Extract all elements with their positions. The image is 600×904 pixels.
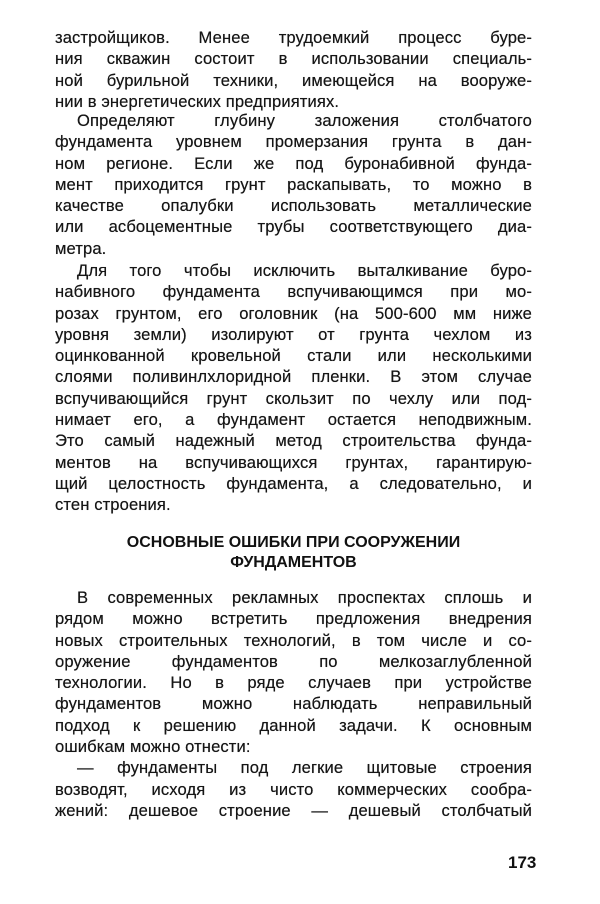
text-line: технологии. Но в ряде случаев при устройстве [55, 673, 532, 693]
text-line: или асбоцементные трубы соответствующего диа- [55, 217, 532, 237]
text-line: метра. [55, 238, 107, 258]
text-line: ном регионе. Если же под буронабивной фунда- [55, 153, 532, 173]
text-line: фундаментов можно наблюдать неправильный [55, 694, 532, 714]
text-line: Определяют глубину заложения столбчатого [77, 111, 532, 130]
text-line: застройщиков. Менее трудоемкий процесс буре- [55, 28, 532, 47]
text-line: нимает его, а фундамент остается неподвижным. [55, 410, 532, 430]
text-line: ментов на вспучивающихся грунтах, гарантирую- [55, 452, 532, 472]
paragraph-3 [55, 260, 532, 516]
paragraph-2 [55, 110, 532, 259]
text-line: мент приходится грунт раскапывать, то можно в [55, 174, 532, 194]
text-line: ной бурильной техники, имеющейся на вооруже- [55, 70, 532, 90]
text-line: слоями поливинлхлоридной пленки. В этом случае [55, 367, 532, 387]
text-line: вспучивающийся грунт скользит по чехлу или под- [55, 388, 532, 408]
text-line: В современных рекламных проспектах сплошь и [77, 588, 532, 607]
text-line: уровня земли) изолируют от грунта чехлом из [55, 324, 532, 344]
text-line: щий целостность фундамента, а следовательно, и [55, 473, 532, 493]
text-line: нии в энергетических предприятиях. [55, 91, 340, 111]
paragraph-1 [55, 27, 532, 112]
heading-line-1: ОСНОВНЫЕ ОШИБКИ ПРИ СООРУЖЕНИИ [126, 534, 461, 551]
heading-line-2: ФУНДАМЕНТОВ [230, 554, 357, 571]
text-line: Для того чтобы исключить выталкивание буро- [77, 261, 532, 280]
text-line: оружение фундаментов по мелкозаглубленной [55, 651, 532, 671]
text-line: фундамента уровнем промерзания грунта в дан- [55, 132, 532, 152]
text-line: Это самый надежный метод строительства фунда- [55, 431, 532, 451]
text-line: розах грунтом, его оголовник (на 500-600 мм ниже [55, 303, 532, 323]
text-line: новых строительных технологий, в том числе и со- [55, 630, 532, 650]
list-item-line: жений: дешевое строение — дешевый столбчатый [55, 800, 532, 820]
text-line: подход к решению данной задачи. К основным [55, 715, 532, 735]
text-line: ния скважин состоит в использовании специаль- [55, 49, 532, 69]
text-line: набивного фундамента вспучивающимся при мо- [55, 282, 532, 302]
text-line: ошибкам можно отнести: [55, 737, 251, 757]
text-line: оцинкованной кровельной стали или несколькими [55, 346, 532, 366]
text-line: стен строения. [55, 495, 171, 515]
section-heading [55, 533, 532, 573]
page-number: 173 [508, 853, 537, 872]
text-line: качестве опалубки использовать металлические [55, 196, 532, 216]
text-line: рядом можно встретить предложения внедрения [55, 609, 532, 629]
list-item-line: — фундаменты под легкие щитовые строения [77, 758, 532, 778]
paragraph-4 [55, 587, 532, 821]
list-item-line: возводят, исходя из чисто коммерческих сообра- [55, 779, 532, 799]
